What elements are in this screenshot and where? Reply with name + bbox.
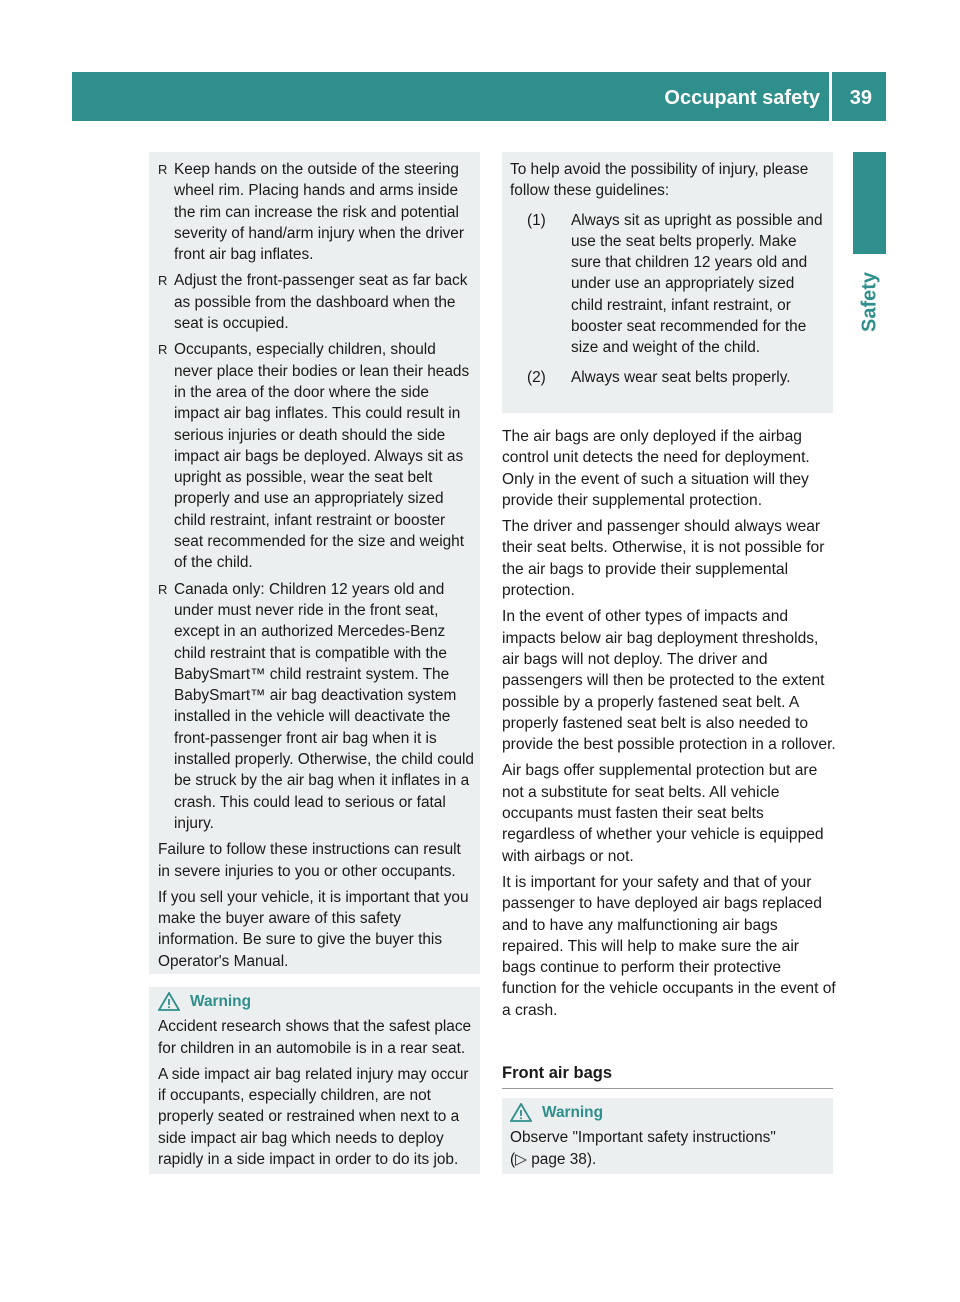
body-paragraph: It is important for your safety and that of your passenger to have deployed air bags replaced and to have any malfunctioning air bags repaired. This will help to make sure the air bags continue to perform their protective function for the vehicle occupants in the event of a crash. (502, 873, 836, 1019)
list-item: R Keep hands on the outside of the steering wheel rim. Placing hands and arms inside the rim can increase the risk and potential severity of hand/arm injury when the driver front air bag inflates. (158, 161, 464, 264)
header-title: Occupant safety (664, 87, 820, 109)
warning-heading (158, 991, 474, 1012)
safety-bullet-list (158, 159, 474, 834)
guidelines-box (502, 152, 833, 413)
body-paragraph: The driver and passenger should always wear their seat belts. Otherwise, it is not possible for the air bags to provide their supplemental protection. (502, 518, 825, 600)
guideline-step (510, 210, 825, 359)
list-item: R Occupants, especially children, should never place their bodies or lean their heads in the area of the door where the side impact air bag inflates. This could result in serious injuries or death should the side impact air bags be deployed. Always sit as upright as possible, wear the seat belt properly and use an appropriately sized child restraint, infant restraint or booster seat recommended for the size and weight of the child. (158, 341, 470, 572)
side-tab-label (853, 262, 886, 342)
step-text: Always wear seat belts properly. (571, 368, 791, 386)
section-heading: Front air bags (502, 1064, 833, 1089)
bullet-icon: R (158, 162, 168, 177)
list-item: R Adjust the front-passenger seat as far back as possible from the dashboard when the seat is occupied. (158, 272, 468, 333)
body-paragraph: Air bags offer supplemental protection but are not a substitute for seat belts. All vehicle occupants must fasten their seat belts regardless of whether your vehicle is equipped with airbags or not. (502, 762, 824, 865)
body-paragraph: The air bags are only deployed if the airbag control unit detects the need for deployment. Only in the event of such a situation will they provide their supplemental protection. (502, 428, 810, 509)
step-number: (2) (527, 368, 546, 386)
warning-box-left (149, 987, 480, 1174)
step-text: Always sit as upright as possible and use the seat belts properly. Make sure that children 12 years old and under use an appropriately sized child restraint, infant restraint, or booster seat recommended for the size and weight of the child. (571, 211, 823, 357)
body-paragraph: In the event of other types of impacts and impacts below air bag deployment thresholds, air bags will not deploy. The driver and passengers will then be protected to the extent possible by a properly fastened seat belt. A properly fastened seat belt is also needed to provide the best possible protection in a rollover. (502, 608, 836, 754)
page-number: 39 (849, 87, 872, 109)
sell-vehicle-paragraph: If you sell your vehicle, it is important that you make the buyer aware of this safety information. Be sure to give the buyer this Operator's Manual. (158, 888, 469, 970)
left-safety-box (149, 152, 480, 974)
guideline-step (510, 367, 825, 388)
warning-paragraph: Accident research shows that the safest place for children in an automobile is in a rear seat. (158, 1018, 472, 1057)
side-tab-marker (853, 152, 886, 254)
right-body-text (502, 426, 836, 1026)
side-tab-text: Safety (858, 271, 880, 333)
warning-triangle-icon (510, 1103, 532, 1122)
failure-paragraph: Failure to follow these instructions can result in severe injuries to you or other occupants. (158, 841, 461, 880)
page-reference-link[interactable]: (▷ page 38). (510, 1150, 597, 1168)
warning-title: Warning (190, 993, 251, 1010)
bullet-icon: R (158, 581, 168, 597)
warning-title: Warning (542, 1104, 603, 1121)
header-divider (829, 72, 832, 121)
bullet-icon: R (158, 273, 168, 289)
page-header (72, 72, 886, 121)
warning-text-line: Observe "Important safety instructions" (510, 1129, 776, 1147)
guidelines-steps (510, 210, 825, 388)
warning-heading (510, 1102, 825, 1123)
list-item: R Canada only: Children 12 years old and under must never ride in the front seat, except in an authorized Mercedes-Benz child restraint that is compatible with the BabySmart™ child restraint system. The BabySmart™ air bag deactivation system installed in the vehicle will deactivate the front-passenger front air bag when it is installed properly. Otherwise, the child could be struck by the air bag when it inflates in a crash. This could lead to serious or fatal injury. (158, 580, 474, 832)
step-number: (1) (527, 211, 546, 229)
warning-box-right (502, 1098, 833, 1174)
warning-triangle-icon (158, 992, 180, 1011)
guidelines-intro: To help avoid the possibility of injury, please follow these guidelines: (510, 161, 809, 200)
warning-paragraph: A side impact air bag related injury may occur if occupants, especially children, are not properly seated or restrained when next to a side impact air bag which needs to deploy rapidly in a side impact in order to do its job. (158, 1065, 469, 1169)
bullet-icon: R (158, 342, 168, 358)
